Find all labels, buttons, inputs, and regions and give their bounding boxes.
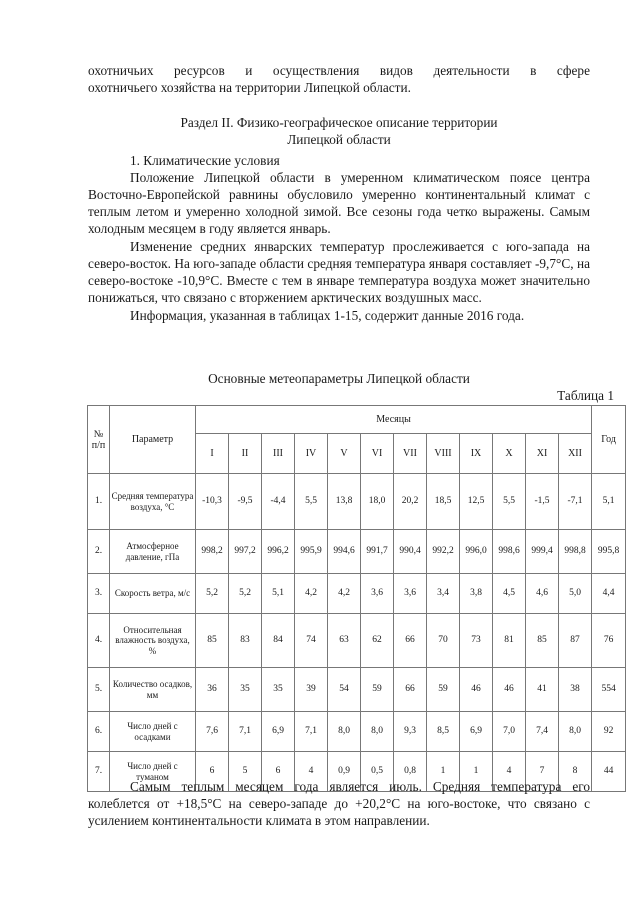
month-header: I xyxy=(196,434,229,474)
row-year: 76 xyxy=(592,614,626,668)
row-value: 20,2 xyxy=(394,474,427,530)
row-param: Количество осадков, мм xyxy=(110,668,196,712)
row-value: 7,4 xyxy=(526,712,559,752)
month-header: IV xyxy=(295,434,328,474)
row-value: 35 xyxy=(229,668,262,712)
row-value: 63 xyxy=(328,614,361,668)
row-value: 3,4 xyxy=(427,574,460,614)
row-year: 554 xyxy=(592,668,626,712)
row-value: 8,0 xyxy=(361,712,394,752)
row-num: 7. xyxy=(88,752,110,792)
row-value: 5,2 xyxy=(229,574,262,614)
row-value: 39 xyxy=(295,668,328,712)
row-value: 36 xyxy=(196,668,229,712)
row-value: 13,8 xyxy=(328,474,361,530)
closing-text xyxy=(88,778,590,829)
row-value: 59 xyxy=(361,668,394,712)
row-value: 8,0 xyxy=(328,712,361,752)
row-value: 992,2 xyxy=(427,530,460,574)
row-value: 6 xyxy=(262,752,295,792)
row-value: 0,5 xyxy=(361,752,394,792)
row-value: 38 xyxy=(559,668,592,712)
row-value: 70 xyxy=(427,614,460,668)
row-value: 1 xyxy=(460,752,493,792)
row-value: 84 xyxy=(262,614,295,668)
paragraph-4: Самым теплым месяцем года является июль. Средняя температура его колеблется от +18,5°С на северо-западе до +20,2°С на юго-востоке, что связано с усилением континентальности климата в этом направлении. xyxy=(88,779,590,828)
paragraph-2: Изменение средних январских температур прослеживается с юго-запада на северо-восток. На юго-западе области средняя температура января составляет -9,7°С, на северо-востоке -10,9°С. Вместе с тем в январе температура воздуха может значительно понижаться, что связано с вторжением арктических воздушных масс. xyxy=(88,239,590,305)
table-title-text: Основные метеопараметры Липецкой области xyxy=(208,371,470,386)
intro-text xyxy=(88,62,590,96)
row-value: -9,5 xyxy=(229,474,262,530)
subsection-title: 1. Климатические условия xyxy=(130,153,280,168)
table-row xyxy=(88,668,626,712)
row-param: Скорость ветра, м/с xyxy=(110,574,196,614)
section-title-line-1: Раздел II. Физико-географическое описание территории xyxy=(180,115,498,130)
row-value: 998,8 xyxy=(559,530,592,574)
row-value: 46 xyxy=(493,668,526,712)
row-value: 9,3 xyxy=(394,712,427,752)
row-value: 994,6 xyxy=(328,530,361,574)
table-row xyxy=(88,574,626,614)
row-value: 4,5 xyxy=(493,574,526,614)
row-value: 7,6 xyxy=(196,712,229,752)
section-heading xyxy=(88,114,590,148)
row-value: 62 xyxy=(361,614,394,668)
row-value: 5 xyxy=(229,752,262,792)
table-row xyxy=(88,474,626,530)
row-year: 92 xyxy=(592,712,626,752)
table-row xyxy=(88,614,626,668)
header-months: Месяцы xyxy=(196,406,592,434)
row-param: Число дней с туманом xyxy=(110,752,196,792)
row-value: 3,6 xyxy=(394,574,427,614)
month-header: II xyxy=(229,434,262,474)
month-header: XI xyxy=(526,434,559,474)
row-value: -10,3 xyxy=(196,474,229,530)
section-title-line-2: Липецкой области xyxy=(287,132,391,147)
row-value: 8 xyxy=(559,752,592,792)
row-value: 73 xyxy=(460,614,493,668)
table-title xyxy=(88,370,590,387)
row-value: 996,0 xyxy=(460,530,493,574)
header-param: Параметр xyxy=(110,406,196,474)
row-value: 998,6 xyxy=(493,530,526,574)
row-value: 995,9 xyxy=(295,530,328,574)
row-value: 81 xyxy=(493,614,526,668)
row-value: 74 xyxy=(295,614,328,668)
row-year: 4,4 xyxy=(592,574,626,614)
paragraph-3: Информация, указанная в таблицах 1-15, содержит данные 2016 года. xyxy=(130,308,525,323)
row-value: 5,5 xyxy=(493,474,526,530)
row-value: -1,5 xyxy=(526,474,559,530)
row-value: -7,1 xyxy=(559,474,592,530)
row-value: 998,2 xyxy=(196,530,229,574)
row-value: 87 xyxy=(559,614,592,668)
row-param: Относительная влажность воздуха, % xyxy=(110,614,196,668)
intro-line-1: охотничьих ресурсов и осуществления видов деятельности в сфере xyxy=(88,63,590,78)
row-value: 999,4 xyxy=(526,530,559,574)
intro-line-2: охотничьего хозяйства на территории Липецкой области. xyxy=(88,80,411,95)
row-num: 6. xyxy=(88,712,110,752)
row-param: Средняя температура воздуха, °С xyxy=(110,474,196,530)
row-value: 4 xyxy=(295,752,328,792)
header-num: № п/п xyxy=(88,406,110,474)
row-value: 66 xyxy=(394,668,427,712)
month-header: VII xyxy=(394,434,427,474)
row-value: 8,0 xyxy=(559,712,592,752)
table-row xyxy=(88,530,626,574)
row-value: 59 xyxy=(427,668,460,712)
row-year: 44 xyxy=(592,752,626,792)
row-value: -4,4 xyxy=(262,474,295,530)
row-value: 46 xyxy=(460,668,493,712)
row-value: 85 xyxy=(526,614,559,668)
row-value: 3,6 xyxy=(361,574,394,614)
paragraph-1: Положение Липецкой области в умеренном климатическом поясе центра Восточно-Европейской равнины обусловило умеренно континентальный климат с теплым летом и умеренно холодной зимой. Все сезоны года четко выражены. Самым холодным месяцем в году является январь. xyxy=(88,170,590,236)
row-value: 990,4 xyxy=(394,530,427,574)
row-value: 991,7 xyxy=(361,530,394,574)
row-num: 2. xyxy=(88,530,110,574)
row-year: 5,1 xyxy=(592,474,626,530)
row-num: 5. xyxy=(88,668,110,712)
row-value: 18,0 xyxy=(361,474,394,530)
row-num: 3. xyxy=(88,574,110,614)
row-value: 66 xyxy=(394,614,427,668)
row-param: Число дней с осадками xyxy=(110,712,196,752)
month-header: X xyxy=(493,434,526,474)
row-value: 41 xyxy=(526,668,559,712)
row-value: 8,5 xyxy=(427,712,460,752)
month-header: XII xyxy=(559,434,592,474)
row-value: 5,0 xyxy=(559,574,592,614)
row-value: 4 xyxy=(493,752,526,792)
month-header: III xyxy=(262,434,295,474)
table-header-row xyxy=(88,406,626,434)
subsection-heading xyxy=(88,152,590,169)
row-value: 1 xyxy=(427,752,460,792)
row-value: 85 xyxy=(196,614,229,668)
row-value: 4,2 xyxy=(328,574,361,614)
month-header: VIII xyxy=(427,434,460,474)
month-header: V xyxy=(328,434,361,474)
table-row xyxy=(88,712,626,752)
row-year: 995,8 xyxy=(592,530,626,574)
row-value: 6,9 xyxy=(460,712,493,752)
row-value: 5,5 xyxy=(295,474,328,530)
row-value: 6,9 xyxy=(262,712,295,752)
climate-paragraphs xyxy=(88,169,590,324)
row-value: 54 xyxy=(328,668,361,712)
row-value: 4,6 xyxy=(526,574,559,614)
header-year: Год xyxy=(592,406,626,474)
table-caption: Таблица 1 xyxy=(557,388,614,403)
row-value: 996,2 xyxy=(262,530,295,574)
row-value: 18,5 xyxy=(427,474,460,530)
row-value: 7 xyxy=(526,752,559,792)
meteo-table xyxy=(87,405,626,792)
row-value: 997,2 xyxy=(229,530,262,574)
row-value: 3,8 xyxy=(460,574,493,614)
row-value: 4,2 xyxy=(295,574,328,614)
row-value: 0,8 xyxy=(394,752,427,792)
row-value: 5,2 xyxy=(196,574,229,614)
row-value: 0,9 xyxy=(328,752,361,792)
row-value: 35 xyxy=(262,668,295,712)
row-value: 83 xyxy=(229,614,262,668)
row-value: 7,1 xyxy=(295,712,328,752)
row-value: 7,1 xyxy=(229,712,262,752)
month-header: IX xyxy=(460,434,493,474)
row-param: Атмосферное давление, гПа xyxy=(110,530,196,574)
row-value: 6 xyxy=(196,752,229,792)
row-num: 4. xyxy=(88,614,110,668)
row-value: 5,1 xyxy=(262,574,295,614)
row-value: 7,0 xyxy=(493,712,526,752)
row-value: 12,5 xyxy=(460,474,493,530)
row-num: 1. xyxy=(88,474,110,530)
month-header: VI xyxy=(361,434,394,474)
